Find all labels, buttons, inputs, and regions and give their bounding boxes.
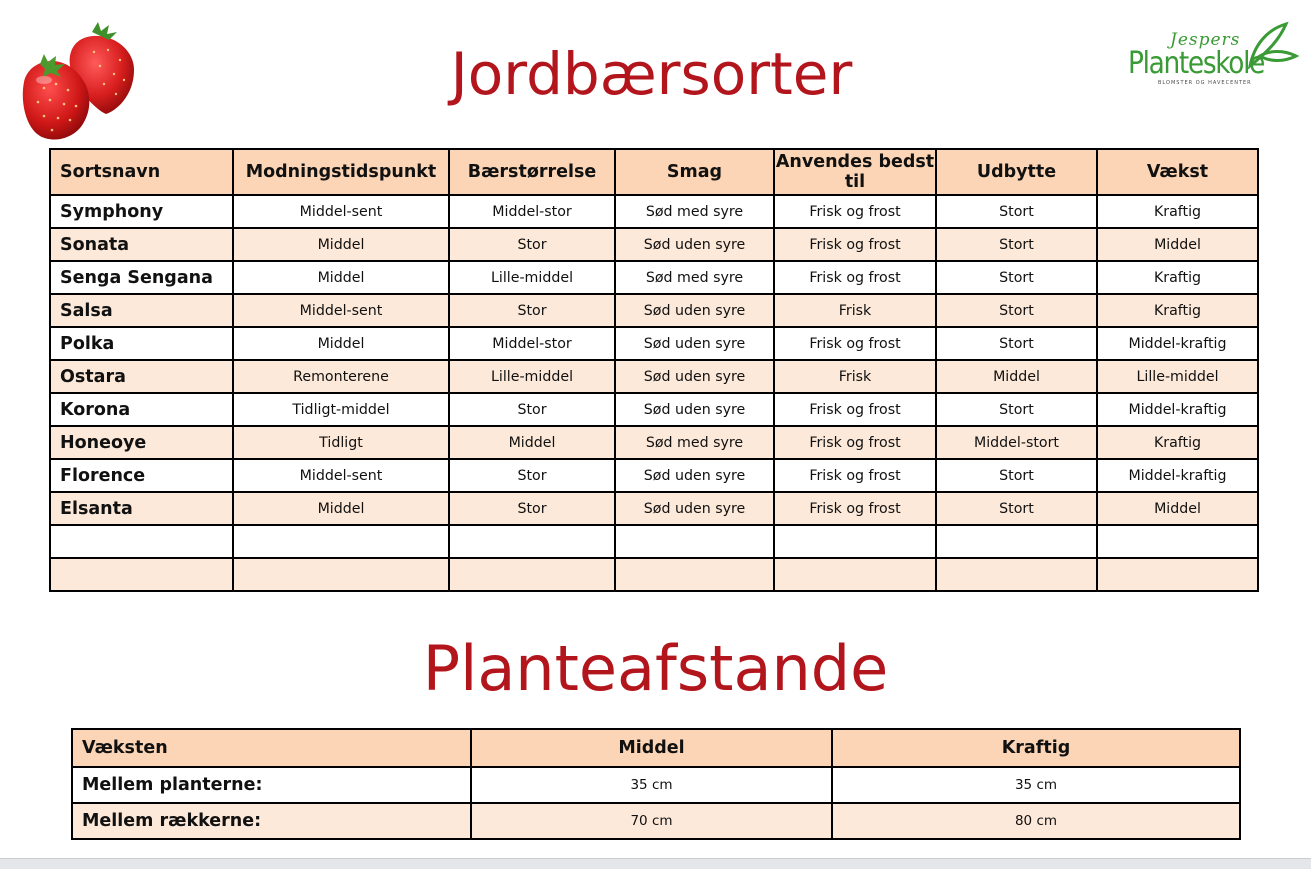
variety-name: Sonata bbox=[50, 228, 233, 261]
variety-name: Korona bbox=[50, 393, 233, 426]
table-row bbox=[50, 294, 1258, 327]
table-cell: Tidligt bbox=[233, 426, 449, 459]
table-row bbox=[50, 393, 1258, 426]
logo-script: Jespers bbox=[1170, 30, 1241, 50]
header-cell: Bærstørrelse bbox=[449, 149, 615, 195]
table-cell: Frisk og frost bbox=[774, 228, 936, 261]
row-label: Mellem planterne: bbox=[72, 767, 471, 803]
table-cell: Sød med syre bbox=[615, 261, 774, 294]
table-cell: Stor bbox=[449, 393, 615, 426]
table-cell: Middel-stor bbox=[449, 327, 615, 360]
table-cell: Frisk bbox=[774, 360, 936, 393]
table-cell: Middel-kraftig bbox=[1097, 393, 1258, 426]
table-cell: Sød med syre bbox=[615, 195, 774, 228]
table-cell: Frisk og frost bbox=[774, 492, 936, 525]
table-cell: Lille-middel bbox=[449, 261, 615, 294]
table-row bbox=[50, 228, 1258, 261]
table-cell: Frisk og frost bbox=[774, 195, 936, 228]
empty-cell[interactable] bbox=[774, 525, 936, 558]
table-row bbox=[72, 803, 1240, 839]
table-cell: Sød uden syre bbox=[615, 327, 774, 360]
table-cell: Middel bbox=[233, 492, 449, 525]
table-cell: Middel-kraftig bbox=[1097, 459, 1258, 492]
variety-name: Polka bbox=[50, 327, 233, 360]
empty-cell[interactable] bbox=[936, 558, 1097, 591]
variety-name: Ostara bbox=[50, 360, 233, 393]
table-row bbox=[50, 360, 1258, 393]
table-cell: Frisk bbox=[774, 294, 936, 327]
table-cell: Middel-stor bbox=[449, 195, 615, 228]
table-cell: Kraftig bbox=[1097, 294, 1258, 327]
table-cell: Remonterene bbox=[233, 360, 449, 393]
table-cell: Stor bbox=[449, 228, 615, 261]
table-cell: Middel-kraftig bbox=[1097, 327, 1258, 360]
empty-cell[interactable] bbox=[50, 525, 233, 558]
table-header-row bbox=[50, 149, 1258, 195]
empty-cell[interactable] bbox=[1097, 525, 1258, 558]
table-cell: Lille-middel bbox=[1097, 360, 1258, 393]
spacing-table bbox=[71, 728, 1241, 840]
row-label: Mellem rækkerne: bbox=[72, 803, 471, 839]
table-row bbox=[50, 492, 1258, 525]
table-cell: Sød uden syre bbox=[615, 360, 774, 393]
table-cell: Frisk og frost bbox=[774, 261, 936, 294]
empty-cell[interactable] bbox=[449, 525, 615, 558]
table-cell: Stort bbox=[936, 492, 1097, 525]
empty-cell[interactable] bbox=[449, 558, 615, 591]
empty-row bbox=[50, 525, 1258, 558]
table-cell: Middel bbox=[1097, 228, 1258, 261]
variety-name: Salsa bbox=[50, 294, 233, 327]
empty-row bbox=[50, 558, 1258, 591]
table-cell: Kraftig bbox=[1097, 426, 1258, 459]
table-cell: 70 cm bbox=[471, 803, 832, 839]
table-cell: Stor bbox=[449, 492, 615, 525]
section-title: Planteafstande bbox=[422, 632, 889, 705]
table-cell: Frisk og frost bbox=[774, 393, 936, 426]
table-cell: Sød uden syre bbox=[615, 294, 774, 327]
table-cell: Middel bbox=[449, 426, 615, 459]
logo-brand: Planteskole bbox=[1128, 46, 1265, 81]
empty-cell[interactable] bbox=[1097, 558, 1258, 591]
empty-cell[interactable] bbox=[233, 558, 449, 591]
table-cell: 35 cm bbox=[832, 767, 1240, 803]
header-cell: Udbytte bbox=[936, 149, 1097, 195]
empty-cell[interactable] bbox=[615, 525, 774, 558]
table-cell: Stort bbox=[936, 393, 1097, 426]
header-cell: Smag bbox=[615, 149, 774, 195]
header-cell: Vækst bbox=[1097, 149, 1258, 195]
table-cell: 80 cm bbox=[832, 803, 1240, 839]
table-cell: Middel-sent bbox=[233, 459, 449, 492]
table-cell: Stor bbox=[449, 459, 615, 492]
table-cell[interactable]: Middel-stort bbox=[936, 426, 1097, 459]
header-cell: Kraftig bbox=[832, 729, 1240, 767]
variety-name: Honeoye bbox=[50, 426, 233, 459]
page-title: Jordbærsorter bbox=[450, 40, 853, 108]
table-cell: Stort bbox=[936, 228, 1097, 261]
table-cell: Kraftig bbox=[1097, 195, 1258, 228]
table-cell: Stort bbox=[936, 294, 1097, 327]
table-cell: Middel-sent bbox=[233, 294, 449, 327]
logo-tagline: BLOMSTER OG HAVECENTER bbox=[1158, 80, 1252, 86]
header-cell: Sortsnavn bbox=[50, 149, 233, 195]
empty-cell[interactable] bbox=[615, 558, 774, 591]
table-cell: Stor bbox=[449, 294, 615, 327]
table-row bbox=[50, 327, 1258, 360]
table-cell: Stort bbox=[936, 327, 1097, 360]
table-cell: Middel-sent bbox=[233, 195, 449, 228]
header-cell: Middel bbox=[471, 729, 832, 767]
table-cell: Sød uden syre bbox=[615, 492, 774, 525]
table-cell: Stort bbox=[936, 459, 1097, 492]
table-cell: Sød uden syre bbox=[615, 459, 774, 492]
table-header-row bbox=[72, 729, 1240, 767]
empty-cell[interactable] bbox=[774, 558, 936, 591]
header-cell: Anvendes bedst til bbox=[774, 149, 936, 195]
table-cell: Middel bbox=[233, 327, 449, 360]
table-cell: Kraftig bbox=[1097, 261, 1258, 294]
table-row bbox=[50, 261, 1258, 294]
table-row bbox=[50, 459, 1258, 492]
table-row bbox=[72, 767, 1240, 803]
table-cell: Frisk og frost bbox=[774, 327, 936, 360]
table-cell: Stort bbox=[936, 195, 1097, 228]
header-cell: Modningstidspunkt bbox=[233, 149, 449, 195]
window-bottom-bar bbox=[0, 858, 1311, 869]
table-cell: Middel bbox=[233, 261, 449, 294]
empty-cell[interactable] bbox=[50, 558, 233, 591]
table-cell: 35 cm bbox=[471, 767, 832, 803]
variety-name: Florence bbox=[50, 459, 233, 492]
table-cell: Sød uden syre bbox=[615, 228, 774, 261]
table-cell: Lille-middel bbox=[449, 360, 615, 393]
table-cell: Sød med syre bbox=[615, 426, 774, 459]
variety-name: Symphony bbox=[50, 195, 233, 228]
table-row bbox=[50, 426, 1258, 459]
empty-cell[interactable] bbox=[233, 525, 449, 558]
table-cell: Middel bbox=[936, 360, 1097, 393]
header-cell: Væksten bbox=[72, 729, 471, 767]
table-cell: Frisk og frost bbox=[774, 426, 936, 459]
variety-name: Senga Sengana bbox=[50, 261, 233, 294]
table-cell: Frisk og frost bbox=[774, 459, 936, 492]
varieties-table bbox=[49, 148, 1259, 592]
empty-cell[interactable] bbox=[936, 525, 1097, 558]
variety-name: Elsanta bbox=[50, 492, 233, 525]
table-cell: Sød uden syre bbox=[615, 393, 774, 426]
table-cell: Tidligt-middel bbox=[233, 393, 449, 426]
table-cell: Middel bbox=[1097, 492, 1258, 525]
table-row bbox=[50, 195, 1258, 228]
table-cell: Stort bbox=[936, 261, 1097, 294]
table-cell: Middel bbox=[233, 228, 449, 261]
